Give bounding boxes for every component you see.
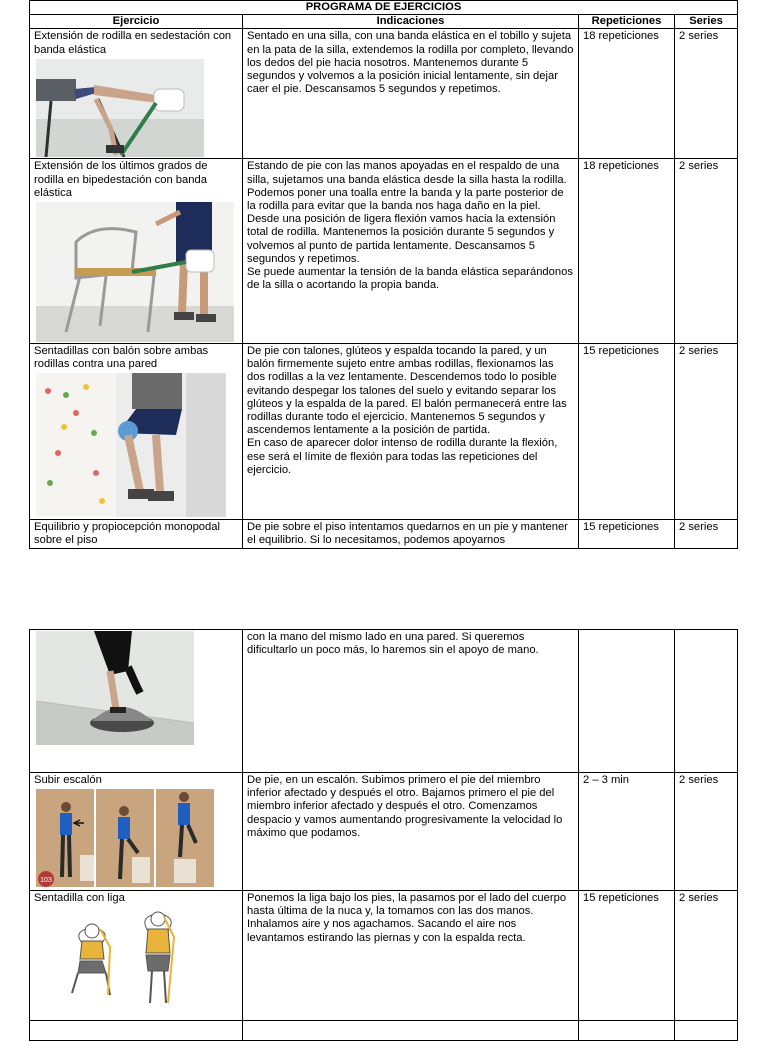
reps-cell: 18 repeticiones — [579, 29, 675, 159]
header-series: Series — [675, 15, 738, 29]
band-squat-illustration — [62, 907, 212, 1009]
table-row — [30, 159, 738, 344]
exercise-name: Equilibrio y propiocepción monopodal sobre el piso — [34, 521, 220, 547]
balance-bosu-photo — [36, 631, 194, 745]
wall-squat-ball-photo — [36, 373, 226, 517]
exercise-name: Sentadillas con balón sobre ambas rodillas contra una pared — [34, 345, 209, 371]
exercise-name: Subir escalón — [34, 774, 102, 786]
step-up-photo — [36, 789, 214, 887]
reps-cell: 2 – 3 min — [579, 773, 675, 891]
seated-knee-extension-photo — [36, 59, 204, 157]
reps-cell: 15 repeticiones — [579, 891, 675, 1021]
series-cell — [675, 630, 738, 773]
series-cell: 2 series — [675, 891, 738, 1021]
reps-cell: 18 repeticiones — [579, 159, 675, 344]
table-row — [30, 773, 738, 891]
exercise-cell — [30, 29, 243, 159]
exercise-cell — [30, 773, 243, 891]
header-instructions: Indicaciones — [243, 15, 579, 29]
exercise-name: Extensión de rodilla en sedestación con banda elástica — [34, 30, 232, 56]
image-badge-number: 103 — [40, 877, 52, 885]
exercise-name: Extensión de los últimos grados de rodilla en bipedestación con banda elástica — [34, 160, 208, 199]
table-row — [30, 630, 738, 773]
exercise-cell — [30, 344, 243, 520]
table-row — [30, 344, 738, 520]
header-exercise: Ejercicio — [30, 15, 243, 29]
exercise-cell — [30, 630, 243, 773]
instructions-cell: Estando de pie con las manos apoyadas en el respaldo de una silla, sujetamos una banda elástica desde la silla hasta la rodilla. Podemos poner una toalla entre la banda y la parte posterior de la rodilla para evitar que la banda nos haga daño en la piel. Desde una posición de ligera flexión vamos hacia la extensión total de rodilla. Mantenemos la posición durante 5 segundos y volvemos al punto de partida lentamente. Descansamos 5 segundos y repetimos. Se puede aumentar la tensión de la banda elástica separándonos de la silla o acortando la propia banda. — [243, 159, 579, 344]
exercise-cell — [30, 159, 243, 344]
reps-cell: 15 repeticiones — [579, 344, 675, 520]
exercise-table-page-2 — [29, 629, 738, 1041]
exercise-name: Sentadilla con liga — [34, 892, 125, 904]
table-row — [30, 891, 738, 1021]
reps-cell: 15 repeticiones — [579, 520, 675, 549]
series-cell: 2 series — [675, 773, 738, 891]
series-cell: 2 series — [675, 520, 738, 549]
header-reps: Repeticiones — [579, 15, 675, 29]
instructions-cell: De pie sobre el piso intentamos quedarnos en un pie y mantener el equilibrio. Si lo necesitamos, podemos apoyarnos — [243, 520, 579, 549]
instructions-cell: con la mano del mismo lado en una pared. Si queremos dificultarlo un poco más, lo haremos sin el apoyo de mano. — [243, 630, 579, 773]
table-header-row — [30, 15, 738, 29]
standing-knee-extension-photo — [36, 202, 234, 342]
series-cell: 2 series — [675, 344, 738, 520]
reps-cell — [579, 630, 675, 773]
instructions-cell: Sentado en una silla, con una banda elástica en el tobillo y sujeta en la pata de la silla, extendemos la rodilla por completo, llevando los dedos del pie hacia nosotros. Mantenemos durante 5 segundos y volvemos a la posición inicial lentamente, sin dejar caer el pie. Descansamos 5 segundos y repetimos. — [243, 29, 579, 159]
exercise-cell — [30, 891, 243, 1021]
program-title: PROGRAMA DE EJERCICIOS — [30, 1, 738, 15]
series-cell: 2 series — [675, 29, 738, 159]
exercise-cell — [30, 520, 243, 549]
instructions-cell: De pie con talones, glúteos y espalda tocando la pared, y un balón firmemente sujeto entre ambas rodillas, flexionamos las dos rodillas a la vez lentamente. Descendemos todo lo posible evitando despegar los talones del suelo y evitando separar los glúteos y la espalda de la pared. El balón permanecerá entre las rodillas durante todo el ejercicio. Mantenemos 5 segundos y ascendemos lentamente a la posición de partida. En caso de aparecer dolor intenso de rodilla durante la flexión, ese será el límite de flexión para todas las repeticiones del ejercicio. — [243, 344, 579, 520]
table-row — [30, 520, 738, 549]
exercise-table-page-1 — [29, 0, 738, 549]
instructions-cell: Ponemos la liga bajo los pies, la pasamos por el lado del cuerpo hasta última de la nuca y, la tomamos con las dos manos. Inhalamos aire y nos agachamos. Sacando el aire nos levantamos estirando las piernas y con la espalda recta. — [243, 891, 579, 1021]
instructions-cell: De pie, en un escalón. Subimos primero el pie del miembro inferior afectado y después el otro. Bajamos primero el pie del miembro inferior afectado y después el otro. Comenzamos despacio y vamos aumentando progresivamente la velocidad lo máximo que podamos. — [243, 773, 579, 891]
table-row — [30, 29, 738, 159]
table-title-row — [30, 1, 738, 15]
series-cell: 2 series — [675, 159, 738, 344]
